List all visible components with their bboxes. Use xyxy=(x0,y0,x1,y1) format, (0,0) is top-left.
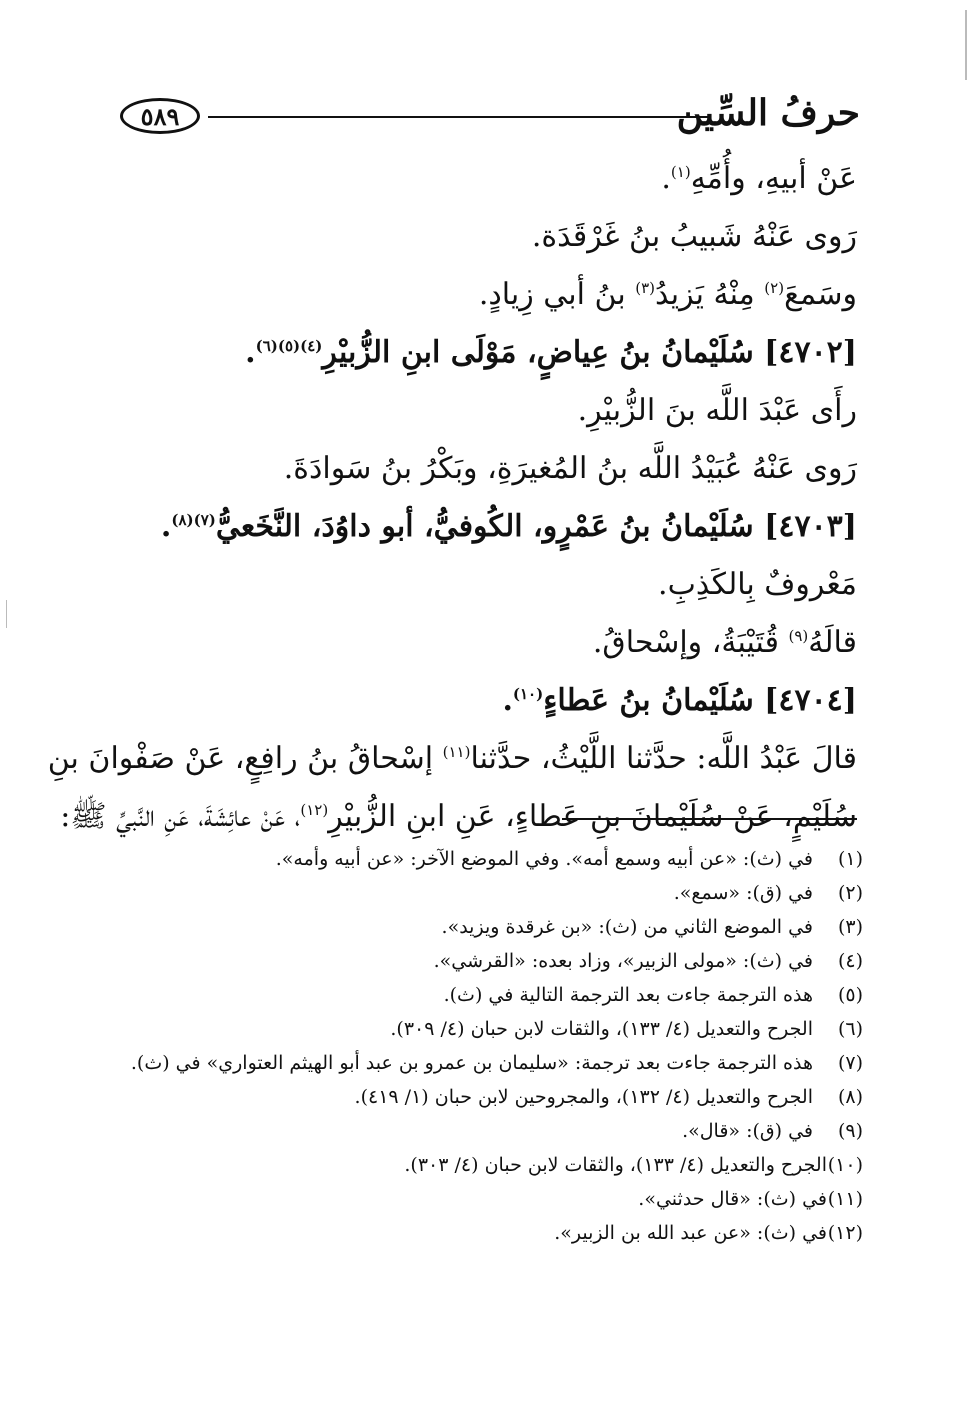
footnote-number: (٢) xyxy=(837,882,863,904)
entry-heading: [٤٧٠٢] سُلَيْمانُ بنُ عِياضٍ، مَوْلَى ابنِ الزُّبيْرِ$^{(٤)(٥)(٦)}$. xyxy=(245,335,857,370)
footnote-number: (٧) xyxy=(837,1052,863,1074)
footnote xyxy=(103,944,863,978)
footnote xyxy=(103,910,863,944)
footnote xyxy=(103,978,863,1012)
footnote-text: الجرح والتعديل (٤/ ١٣٣)، والثقات لابن حبان (٤/ ٣٠٩). xyxy=(390,1018,813,1040)
footnote-number: (٥) xyxy=(837,984,863,1006)
margin-mark xyxy=(965,10,967,80)
footnote-ref: (١) xyxy=(670,163,691,181)
footnote-number: (٤) xyxy=(837,950,863,972)
footnote-text: هذه الترجمة جاءت بعد الترجمة التالية في (ث). xyxy=(443,984,813,1006)
text-line: رَوى عَنْهُ شَبيبُ بنُ غَرْقَدَة. xyxy=(531,219,857,254)
header-rule xyxy=(208,116,708,118)
footnote-text: في (ث): «عن عبد الله بن الزبير». xyxy=(554,1222,827,1244)
entry-heading: [٤٧٠٣] سُلَيْمانُ بنُ عَمْرٍو، الكُوفيُّ، أبو داوُدَ، النَّخَعيُّ$^{(٧)(٨)}$. xyxy=(160,509,857,544)
footnote-number: (٣) xyxy=(837,916,863,938)
footnote-ref: (٧)(٨) xyxy=(171,511,216,529)
footnote-ref: (٢) xyxy=(764,279,785,297)
footnote-ref: (١٢) xyxy=(300,801,329,819)
footnote-text: هذه الترجمة جاءت بعد ترجمة: «سليمان بن عمرو بن عبد أبو الهيثم العتواري» في (ث). xyxy=(130,1052,813,1074)
footnote-text: الجرح والتعديل (٤/ ١٣٣)، والثقات لابن حبان (٤/ ٣٠٣). xyxy=(404,1154,827,1176)
page-header xyxy=(120,92,860,146)
main-text xyxy=(47,150,857,846)
chapter-title: حرفُ السِّين xyxy=(676,92,860,134)
page-number: ٥٨٩ xyxy=(120,98,200,134)
footnote xyxy=(103,1012,863,1046)
footnote xyxy=(103,876,863,910)
footnote-number: (١٠) xyxy=(827,1154,863,1176)
text-line: عَنْ أبيهِ، وأُمِّهِ$^{(١)}$. xyxy=(661,161,857,196)
footnote-number: (١) xyxy=(837,848,863,870)
footnote xyxy=(103,1080,863,1114)
footnote-ref: (١٠) xyxy=(512,685,544,703)
footnote-ref: (٤)(٥)(٦) xyxy=(255,337,323,355)
footnote-text: في (ق): «قال». xyxy=(682,1120,813,1142)
footnote-number: (١١) xyxy=(827,1188,863,1210)
footnote-text: في (ث): «مولى الزبير»، وزاد بعده: «القرشي». xyxy=(433,950,813,972)
entry-heading: [٤٧٠٤] سُلَيْمانُ بنُ عَطاءٍ$^{(١٠)}$. xyxy=(502,683,857,718)
footnote-rule xyxy=(562,818,857,820)
text-line: مَعْروفٌ بِالكَذِبِ. xyxy=(658,567,857,602)
footnote-ref: (٣) xyxy=(635,279,655,297)
text-line: رَوى عَنْهُ عُبَيْدُ اللَّه بنُ المُغيرَةِ، وبَكْرُ بنُ سَوادَةَ. xyxy=(283,451,857,486)
text-line: سُلَيْمٍ، عَنْ سُلَيْمانَ بنِ عَطاءٍ، عَنِ ابنِ الزُّبيْرِ$^{(١٢)}$، عَنْ عائِشَةَ، عَنِ النَّبيِّ ﷺ: xyxy=(60,799,857,834)
footnote-ref: (١١) xyxy=(442,743,471,761)
footnote xyxy=(103,842,863,876)
footnote-ref: (٩) xyxy=(788,627,809,645)
footnotes xyxy=(103,842,863,1250)
footnote-text: في (ث): «عن أبيه وسمع أمه». وفي الموضع الآخر: «عن أبيه وأمه». xyxy=(275,848,813,870)
footnote-number: (٨) xyxy=(837,1086,863,1108)
footnote-text: الجرح والتعديل (٤/ ١٣٢)، والمجروحين لابن حبان (١/ ٤١٩). xyxy=(354,1086,813,1108)
text-line: قالَ عَبْدُ اللَّه: حدَّثنا اللَّيْثُ، حدَّثنا$^{(١١)}$ إسْحاقُ بنُ رافِعٍ، عَنْ صَفْوانَ بنِ xyxy=(47,741,857,776)
footnote-number: (١٢) xyxy=(827,1222,863,1244)
footnote-text: في (ث): «قال حدثني». xyxy=(638,1188,827,1210)
text-line: رأَى عَبْدَ اللَّه بنَ الزُّبيْرِ. xyxy=(577,393,857,428)
footnote-number: (٩) xyxy=(837,1120,863,1142)
text-line: وسَمعَ$^{(٢)}$ مِنْهُ يَزيدُ$^{(٣)}$ بنُ أبي زِيادٍ. xyxy=(478,277,857,312)
text-line: قالَهُ$^{(٩)}$ قُتَيْبَةُ، وإسْحاقُ. xyxy=(592,625,857,660)
footnote xyxy=(103,1114,863,1148)
footnote xyxy=(103,1216,863,1250)
footnote xyxy=(103,1148,863,1182)
footnote-text: في الموضع الثاني من (ث): «بن غرقدة ويزيد». xyxy=(441,916,813,938)
footnote-number: (٦) xyxy=(837,1018,863,1040)
footnote xyxy=(103,1182,863,1216)
footnote xyxy=(103,1046,863,1080)
margin-mark xyxy=(6,600,7,628)
footnote-text: في (ق): «سمع». xyxy=(673,882,813,904)
